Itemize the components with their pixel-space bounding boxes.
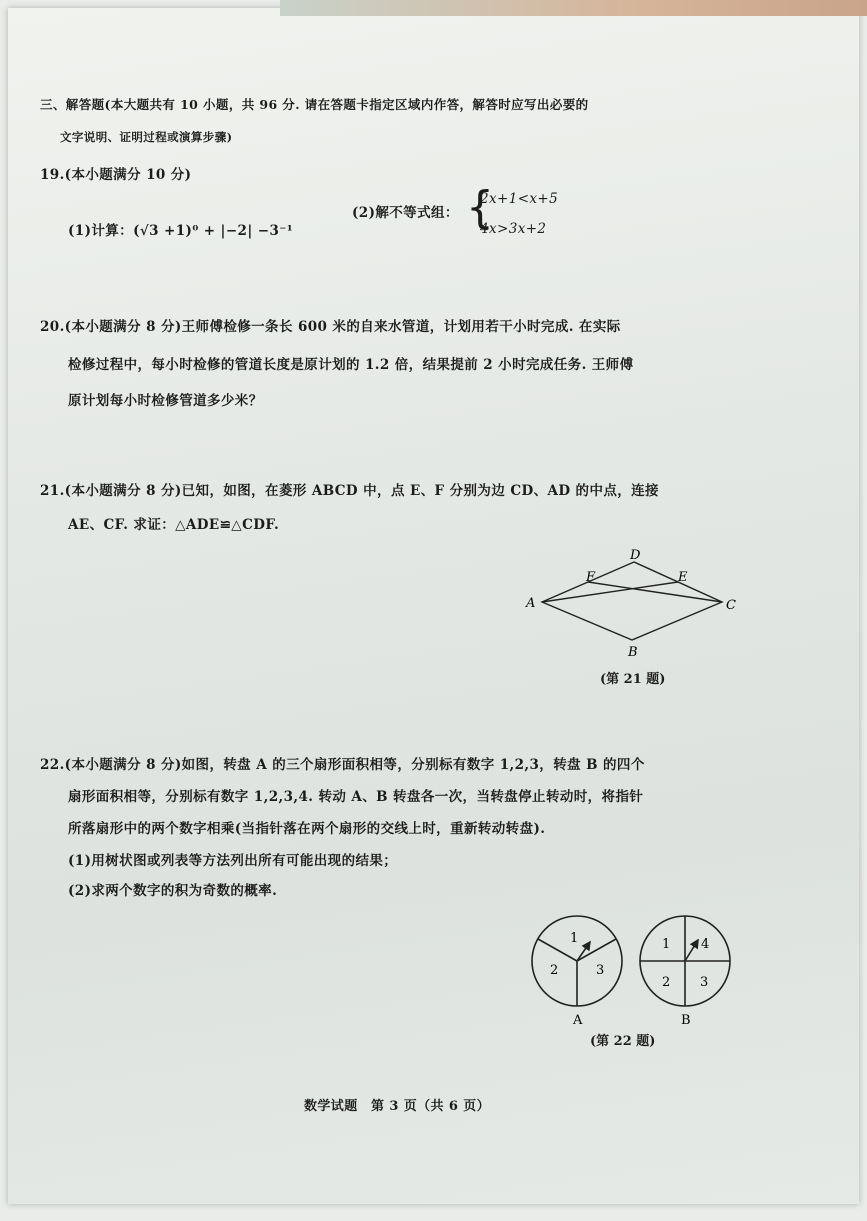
q20-line1: 20.(本小题满分 8 分)王师傅检修一条长 600 米的自来水管道，计划用若干小时完成. 在实际 (40, 319, 621, 335)
q22-line1: 22.(本小题满分 8 分)如图，转盘 A 的三个扇形面积相等，分别标有数字 1,2,3，转盘 B 的四个 (40, 757, 645, 773)
spinner-a (532, 916, 622, 1006)
q20-line3: 原计划每小时检修管道多少米？ (68, 393, 263, 409)
q19-part1: (1)计算：(√3 +1)⁰ + |−2| −3⁻¹ (68, 223, 294, 239)
spinner-a-number-1: 1 (570, 931, 579, 946)
q22-line4: (1)用树状图或列表等方法列出所有可能出现的结果； (68, 853, 398, 869)
pointer-b (685, 940, 698, 961)
q20-line2: 检修过程中，每小时检修的管道长度是原计划的 1.2 倍，结果提前 2 小时完成任务. 王师傅 (68, 357, 634, 373)
q19-inequality-2: 4x>3x+2 (480, 221, 547, 237)
system-brace: { (466, 182, 494, 233)
label-c: C (726, 598, 736, 613)
label-b: B (628, 645, 638, 660)
spinner-b-number-3: 3 (700, 975, 709, 990)
spinner-b-number-1: 1 (662, 937, 671, 952)
section-heading-line2: 文字说明、证明过程或演算步骤) (60, 130, 233, 144)
q19-title: 19.(本小题满分 10 分) (40, 167, 192, 183)
q19-part2-label: (2)解不等式组： (352, 205, 459, 221)
q19-inequality-1: 2x+1<x+5 (480, 191, 559, 207)
q22-line2: 扇形面积相等，分别标有数字 1,2,3,4. 转动 A、B 转盘各一次，当转盘停止转动时，将指针 (68, 789, 644, 805)
q21-line1: 21.(本小题满分 8 分)已知，如图，在菱形 ABCD 中，点 E、F 分别为边 CD、AD 的中点，连接 (40, 483, 659, 499)
spinner-a-label: A (573, 1013, 583, 1024)
section-heading: 三、解答题(本大题共有 10 小题，共 96 分. 请在答题卡指定区域内作答，解答时应写出必要的 (40, 97, 589, 112)
spinner-a-number-3: 3 (596, 963, 605, 978)
spinner-b-label: B (681, 1013, 691, 1024)
q22-caption: (第 22 题) (590, 1034, 656, 1049)
rhombus-figure (520, 545, 750, 665)
background-strip (280, 0, 867, 16)
label-f: F (586, 570, 596, 585)
rhombus-abcd (542, 562, 722, 640)
spinners-figure (520, 912, 750, 1024)
label-d: D (630, 548, 641, 563)
q22-line3: 所落扇形中的两个数字相乘(当指针落在两个扇形的交线上时，重新转动转盘). (68, 821, 546, 837)
page-footer: 数学试题 第 3 页（共 6 页） (304, 1099, 490, 1114)
label-e: E (678, 570, 688, 585)
q21-caption: (第 21 题) (600, 672, 666, 687)
label-a: A (526, 596, 536, 611)
spinner-a-number-2: 2 (550, 963, 559, 978)
spinner-b-number-4: 4 (701, 937, 710, 952)
q22-line5: (2)求两个数字的积为奇数的概率. (68, 883, 278, 899)
spinner-b-number-2: 2 (662, 975, 671, 990)
q21-line2: AE、CF. 求证：△ADE≌△CDF. (68, 517, 280, 533)
spinner-b (640, 916, 730, 1006)
